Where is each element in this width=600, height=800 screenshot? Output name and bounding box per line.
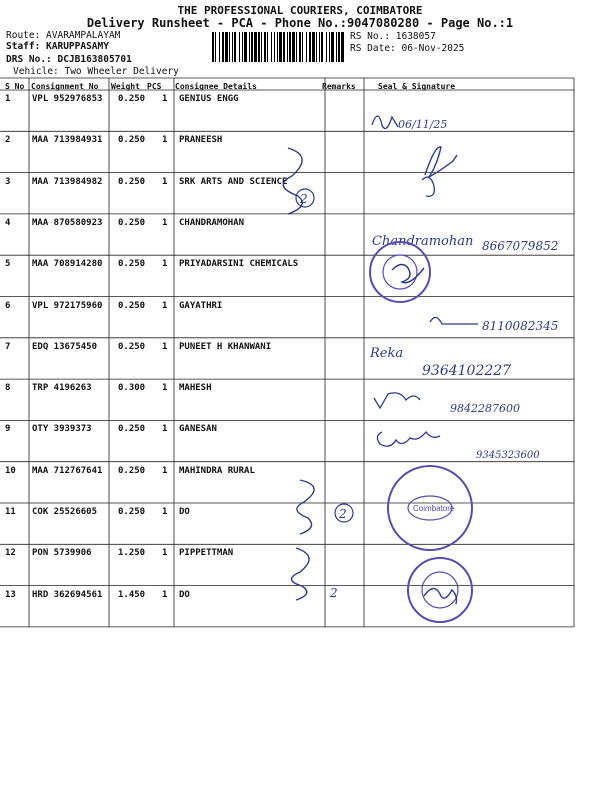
cell-consignment: MAA 712767641 (32, 465, 103, 476)
cell-sno: 6 (5, 300, 11, 311)
cell-consignment: EDQ 13675450 (32, 341, 98, 352)
cell-consignment: VPL 952976853 (32, 94, 103, 104)
col-header-remarks: Remarks (322, 82, 356, 91)
cell-pcs: 1 (162, 176, 168, 187)
cell-weight: 0.250 (118, 259, 146, 270)
cell-pcs: 1 (162, 341, 168, 352)
cell-pcs: 1 (162, 217, 168, 228)
cell-weight: 0.250 (118, 217, 146, 228)
cell-weight: 0.250 (118, 341, 146, 352)
cell-pcs: 1 (162, 465, 168, 476)
cell-consignee: DO (179, 589, 190, 600)
cell-pcs: 1 (162, 548, 168, 559)
cell-consignee: MAHESH (179, 383, 212, 394)
cell-consignee: DO (179, 507, 190, 517)
cell-consignment: MAA 713984982 (32, 176, 103, 187)
cell-consignment: PON 5739906 (32, 548, 92, 559)
cell-sno: 13 (5, 589, 16, 600)
cell-weight: 0.250 (118, 465, 146, 476)
cell-consignee: SRK ARTS AND SCIENCE (179, 176, 288, 187)
cell-weight: 0.250 (118, 507, 146, 517)
cell-sno: 5 (5, 259, 11, 270)
cell-consignment: HRD 362694561 (32, 589, 103, 600)
cell-consignee: PUNEET H KHANWANI (179, 341, 272, 352)
runsheet-title: Delivery Runsheet - PCA - Phone No.:9047080280 - Page No.:1 (86, 16, 514, 30)
cell-consignee: MAHINDRA RURAL (179, 465, 255, 476)
cell-sno: 9 (5, 424, 11, 435)
cell-weight: 0.250 (118, 300, 146, 311)
cell-consignment: VPL 972175960 (32, 300, 103, 311)
cell-consignment: TRP 4196263 (32, 383, 92, 394)
rs-no-label: RS No.: 1638057 (350, 31, 436, 42)
phone-row9: 9345323600 (476, 450, 540, 461)
cell-sno: 7 (5, 341, 11, 352)
cell-weight: 0.250 (118, 424, 146, 435)
cell-sno: 8 (5, 383, 11, 394)
cell-consignment: MAA 713984931 (32, 135, 103, 146)
cell-consignee: GANESAN (179, 424, 217, 435)
drs-label: DRS No.: DCJB163805701 (6, 54, 132, 65)
cell-sno: 2 (5, 135, 11, 146)
col-header-seal: Seal & Signature (378, 82, 456, 91)
col-header-consignee: Consignee Details (175, 82, 257, 91)
cell-sno: 12 (5, 548, 16, 559)
cell-pcs: 1 (162, 424, 168, 435)
col-header-pcs: PCS (147, 82, 162, 91)
col-header-consignment: Consignment No (31, 82, 99, 91)
cell-pcs: 1 (162, 507, 168, 517)
cell-sno: 1 (5, 94, 11, 104)
phone-row7: 9364102227 (422, 363, 512, 379)
mark-row3: 2 (300, 192, 308, 206)
cell-consignment: OTY 3939373 (32, 424, 92, 435)
cell-weight: 0.300 (118, 383, 146, 394)
cell-sno: 10 (5, 465, 16, 476)
stamp-text-row10: Coimbatore (413, 504, 455, 513)
cell-consignee: PRIYADARSINI CHEMICALS (179, 259, 299, 270)
cell-consignee: GENIUS ENGG (179, 94, 239, 104)
cell-pcs: 1 (162, 94, 168, 104)
cell-weight: 0.250 (118, 176, 146, 187)
cell-consignee: PRANEESH (179, 135, 223, 146)
date-row1: 06/11/25 (398, 118, 448, 131)
phone-row6: 8110082345 (482, 319, 559, 333)
cell-pcs: 1 (162, 135, 168, 146)
cell-weight: 0.250 (118, 94, 146, 104)
cell-consignment: MAA 870580923 (32, 217, 103, 228)
cell-pcs: 1 (162, 589, 168, 600)
cell-consignment: MAA 708914280 (32, 259, 103, 270)
name-row7: Reka (370, 346, 404, 361)
cell-sno: 11 (5, 507, 16, 517)
name-row4: Chandramohan (372, 234, 474, 249)
cell-consignment: COK 25526605 (32, 507, 98, 517)
vehicle-label: Vehicle: Two Wheeler Delivery (13, 66, 179, 77)
company-title: THE PROFESSIONAL COURIERS, COIMBATORE (177, 4, 423, 17)
cell-pcs: 1 (162, 383, 168, 394)
col-header-weight: Weight (111, 82, 140, 91)
route-label: Route: AVARAMPALAYAM (6, 30, 121, 41)
staff-label: Staff: KARUPPASAMY (6, 41, 109, 52)
cell-sno: 4 (5, 217, 11, 228)
cell-consignee: PIPPETTMAN (179, 548, 234, 559)
mark-row13: 2 (330, 586, 338, 600)
phone-row8: 9842287600 (450, 402, 520, 415)
cell-weight: 0.250 (118, 135, 146, 146)
cell-pcs: 1 (162, 259, 168, 270)
col-header-sno: S No (5, 82, 25, 91)
cell-sno: 3 (5, 176, 11, 187)
cell-weight: 1.450 (118, 589, 146, 600)
mark-row11: 2 (339, 507, 347, 521)
rs-date-label: RS Date: 06-Nov-2025 (350, 43, 465, 54)
cell-pcs: 1 (162, 300, 168, 311)
cell-consignee: GAYATHRI (179, 300, 223, 311)
phone-row4: 8667079852 (482, 239, 559, 253)
cell-consignee: CHANDRAMOHAN (179, 217, 245, 228)
cell-weight: 1.250 (118, 548, 146, 559)
